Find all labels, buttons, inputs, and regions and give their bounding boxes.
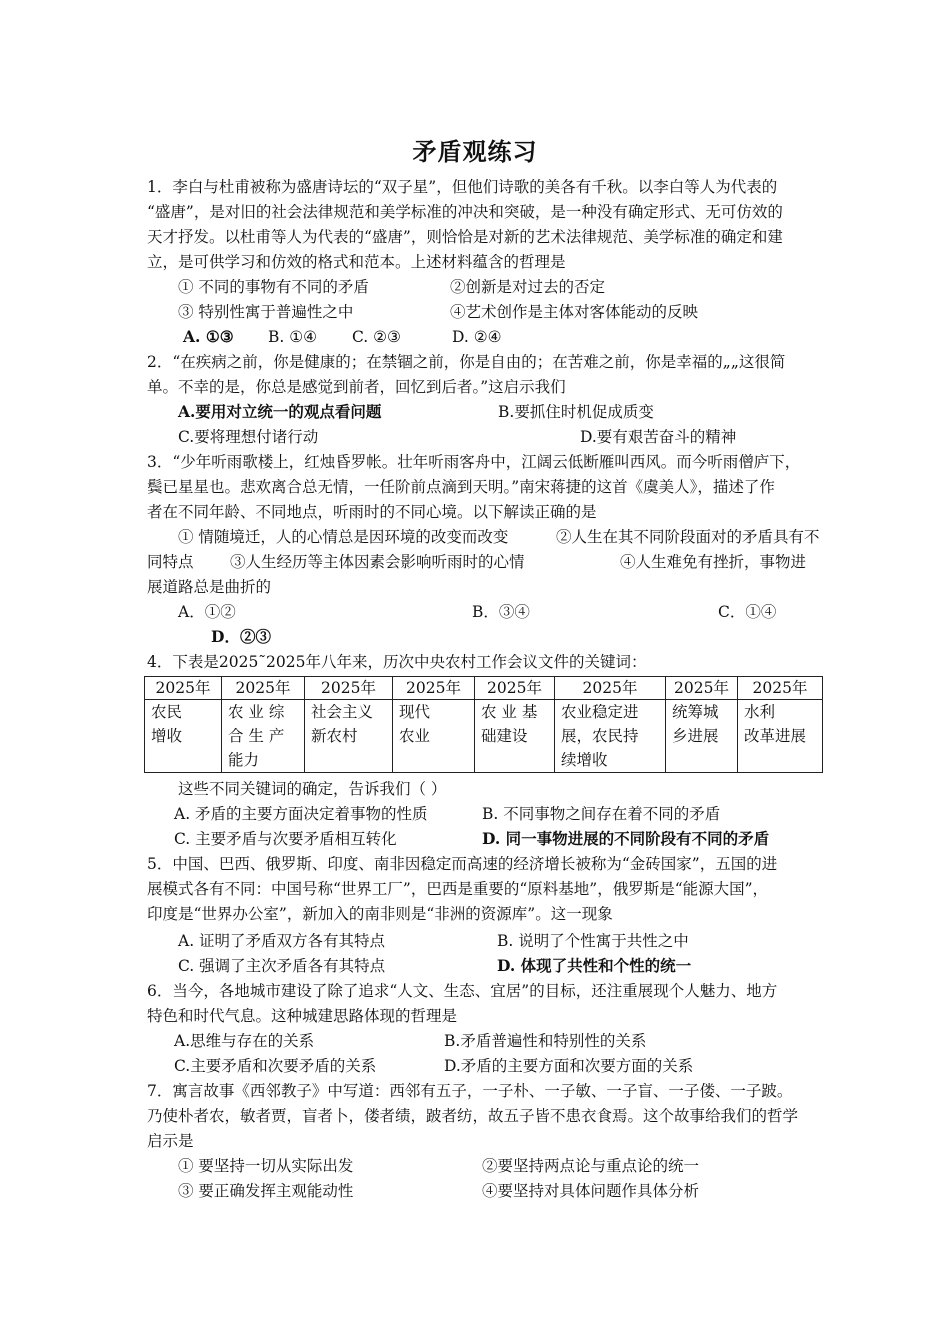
keyword-cell: 统筹城 乡进展 — [666, 700, 738, 773]
page-title: 矛盾观练习 — [412, 137, 538, 166]
q2-option-c: C.要将理想付诸行动 — [178, 428, 319, 446]
keyword-cell: 农 业 综 合 生 产 能力 — [222, 700, 305, 773]
q4-option-b: B. 不同事物之间存在着不同的矛盾 — [482, 805, 721, 823]
keyword-cell: 现代 农业 — [393, 700, 475, 773]
year-cell: 2025年 — [393, 677, 475, 700]
q5-option-a: A. 证明了矛盾双方各有其特点 — [178, 932, 386, 950]
q4-option-c: C. 主要矛盾与次要矛盾相互转化 — [174, 830, 397, 848]
q3-option-b: B．③④ — [472, 603, 530, 621]
q7-stem-line: 乃使朴者农，敏者贾，盲者卜，偻者绩，跛者纺，故五子皆不患衣食焉。这个故事给我们的哲学 — [147, 1107, 799, 1125]
year-cell: 2025年 — [555, 677, 666, 700]
q2-option-b: B.要抓住时机促成质变 — [498, 403, 654, 421]
q1-statement-1: ① 不同的事物有不同的矛盾 — [178, 278, 369, 296]
q6-option-c: C.主要矛盾和次要矛盾的关系 — [174, 1057, 377, 1075]
q1-stem-line: 立，是可供学习和仿效的格式和范本。上述材料蕴含的哲理是 — [147, 253, 566, 271]
q1-option-a: A. ①③ — [183, 327, 234, 346]
keyword-cell: 社会主义 新农村 — [305, 700, 393, 773]
q1-stem-line: 1．李白与杜甫被称为盛唐诗坛的“双子星”，但他们诗歌的美各有千秋。以李白等人为代表的 — [147, 178, 778, 196]
q1-option-b: B. ①④ — [268, 328, 318, 346]
table-row — [145, 700, 823, 773]
q7-stem-line: 启示是 — [147, 1132, 194, 1150]
q1-stem-line: 天才抒发。以杜甫等人为代表的“盛唐”，则恰恰是对新的艺术法律规范、美学标准的确定和建 — [147, 228, 783, 246]
keyword-cell: 水利 改革进展 — [738, 700, 823, 773]
q3-statement-4: ④人生难免有挫折，事物进 — [620, 553, 807, 571]
q4-option-d: D. 同一事物进展的不同阶段有不同的矛盾 — [482, 829, 770, 848]
q4-question: 这些不同关键词的确定，告诉我们（ ） — [178, 780, 447, 798]
q6-option-a: A.思维与存在的关系 — [174, 1032, 315, 1050]
q3-stem-line: 鬓已星星也。悲欢离合总无情，一任阶前点滴到天明。”南宋蒋捷的这首《虞美人》，描述了作 — [147, 478, 775, 496]
year-cell: 2025年 — [145, 677, 222, 700]
q5-option-c: C. 强调了主次矛盾各有其特点 — [178, 957, 386, 975]
q6-option-d: D.矛盾的主要方面和次要方面的关系 — [444, 1057, 694, 1075]
q3-statement-4-cont: 展道路总是曲折的 — [147, 578, 272, 596]
year-cell: 2025年 — [738, 677, 823, 700]
keyword-cell: 农 业 基 础建设 — [475, 700, 555, 773]
year-cell: 2025年 — [475, 677, 555, 700]
year-cell: 2025年 — [222, 677, 305, 700]
year-cell: 2025年 — [666, 677, 738, 700]
q2-stem-line: 单。不幸的是，你总是感觉到前者，回忆到后者。”这启示我们 — [147, 378, 566, 396]
year-cell: 2025年 — [305, 677, 393, 700]
q6-stem-line: 特色和时代气息。这种城建思路体现的哲理是 — [147, 1007, 458, 1025]
q1-statement-3: ③ 特别性寓于普遍性之中 — [178, 303, 354, 321]
q1-statement-2: ②创新是对过去的否定 — [450, 278, 606, 296]
q7-statement-2: ②要坚持两点论与重点论的统一 — [482, 1157, 700, 1175]
q2-stem-line: 2．“在疾病之前，你是健康的；在禁锢之前，你是自由的；在苦难之前，你是幸福的„„这很简 — [147, 353, 786, 371]
q7-stem-line: 7．寓言故事《西邻教子》中写道：西邻有五子，一子朴、一子敏、一子盲、一子偻、一子跛。 — [147, 1082, 793, 1100]
q3-option-d: D．②③ — [211, 627, 271, 646]
q7-statement-3: ③ 要正确发挥主观能动性 — [178, 1182, 354, 1200]
q1-stem-line: “盛唐”，是对旧的社会法律规范和美学标准的冲决和突破，是一种没有确定形式、无可仿效的 — [147, 203, 783, 221]
q1-option-c: C. ②③ — [352, 328, 401, 346]
keywords-table — [144, 676, 823, 773]
q6-stem-line: 6．当今，各地城市建设了除了追求“人文、生态、宜居”的目标，还注重展现个人魅力、地方 — [147, 982, 778, 1000]
q3-stem-line: 者在不同年龄、不同地点，听雨时的不同心境。以下解读正确的是 — [147, 503, 597, 521]
q5-stem-line: 印度是“世界办公室”，新加入的南非则是“非洲的资源库”。这一现象 — [147, 905, 613, 923]
q3-option-a: A．①② — [178, 603, 236, 621]
q2-option-a: A.要用对立统一的观点看问题 — [178, 402, 382, 421]
q1-statement-4: ④艺术创作是主体对客体能动的反映 — [450, 303, 699, 321]
q5-option-b: B. 说明了个性寓于共性之中 — [497, 932, 689, 950]
q3-statement-2: ②人生在其不同阶段面对的矛盾具有不 — [556, 528, 820, 546]
q7-statement-4: ④要坚持对具体问题作具体分析 — [482, 1182, 700, 1200]
keyword-cell: 农民 增收 — [145, 700, 222, 773]
q3-statement-2-cont: 同特点 — [147, 553, 194, 571]
q4-option-a: A. 矛盾的主要方面决定着事物的性质 — [174, 805, 428, 823]
q5-option-d: D. 体现了共性和个性的统一 — [497, 956, 692, 975]
q5-stem-line: 5．中国、巴西、俄罗斯、印度、南非因稳定而高速的经济增长被称为“金砖国家”，五国的进 — [147, 855, 778, 873]
q3-stem-line: 3．“少年听雨歌楼上，红烛昏罗帐。壮年听雨客舟中，江阔云低断雁叫西风。而今听雨僧庐下， — [147, 453, 801, 471]
q3-statement-3: ③人生经历等主体因素会影响听雨时的心情 — [230, 553, 525, 571]
q3-statement-1: ① 情随境迁，人的心情总是因环境的改变而改变 — [178, 528, 509, 546]
q7-statement-1: ① 要坚持一切从实际出发 — [178, 1157, 354, 1175]
table-header-row — [145, 677, 823, 700]
q4-intro: 4．下表是2025˜2025年八年来，历次中央农村工作会议文件的关键词： — [147, 653, 647, 671]
q2-option-d: D.要有艰苦奋斗的精神 — [580, 428, 737, 446]
q3-option-c: C．①④ — [718, 603, 777, 621]
q6-option-b: B.矛盾普遍性和特别性的关系 — [444, 1032, 647, 1050]
q1-option-d: D. ②④ — [452, 328, 502, 346]
keyword-cell: 农业稳定进 展，农民持 续增收 — [555, 700, 666, 773]
q5-stem-line: 展模式各有不同：中国号称“世界工厂”，巴西是重要的“原料基地”，俄罗斯是“能源大国”， — [147, 880, 769, 898]
